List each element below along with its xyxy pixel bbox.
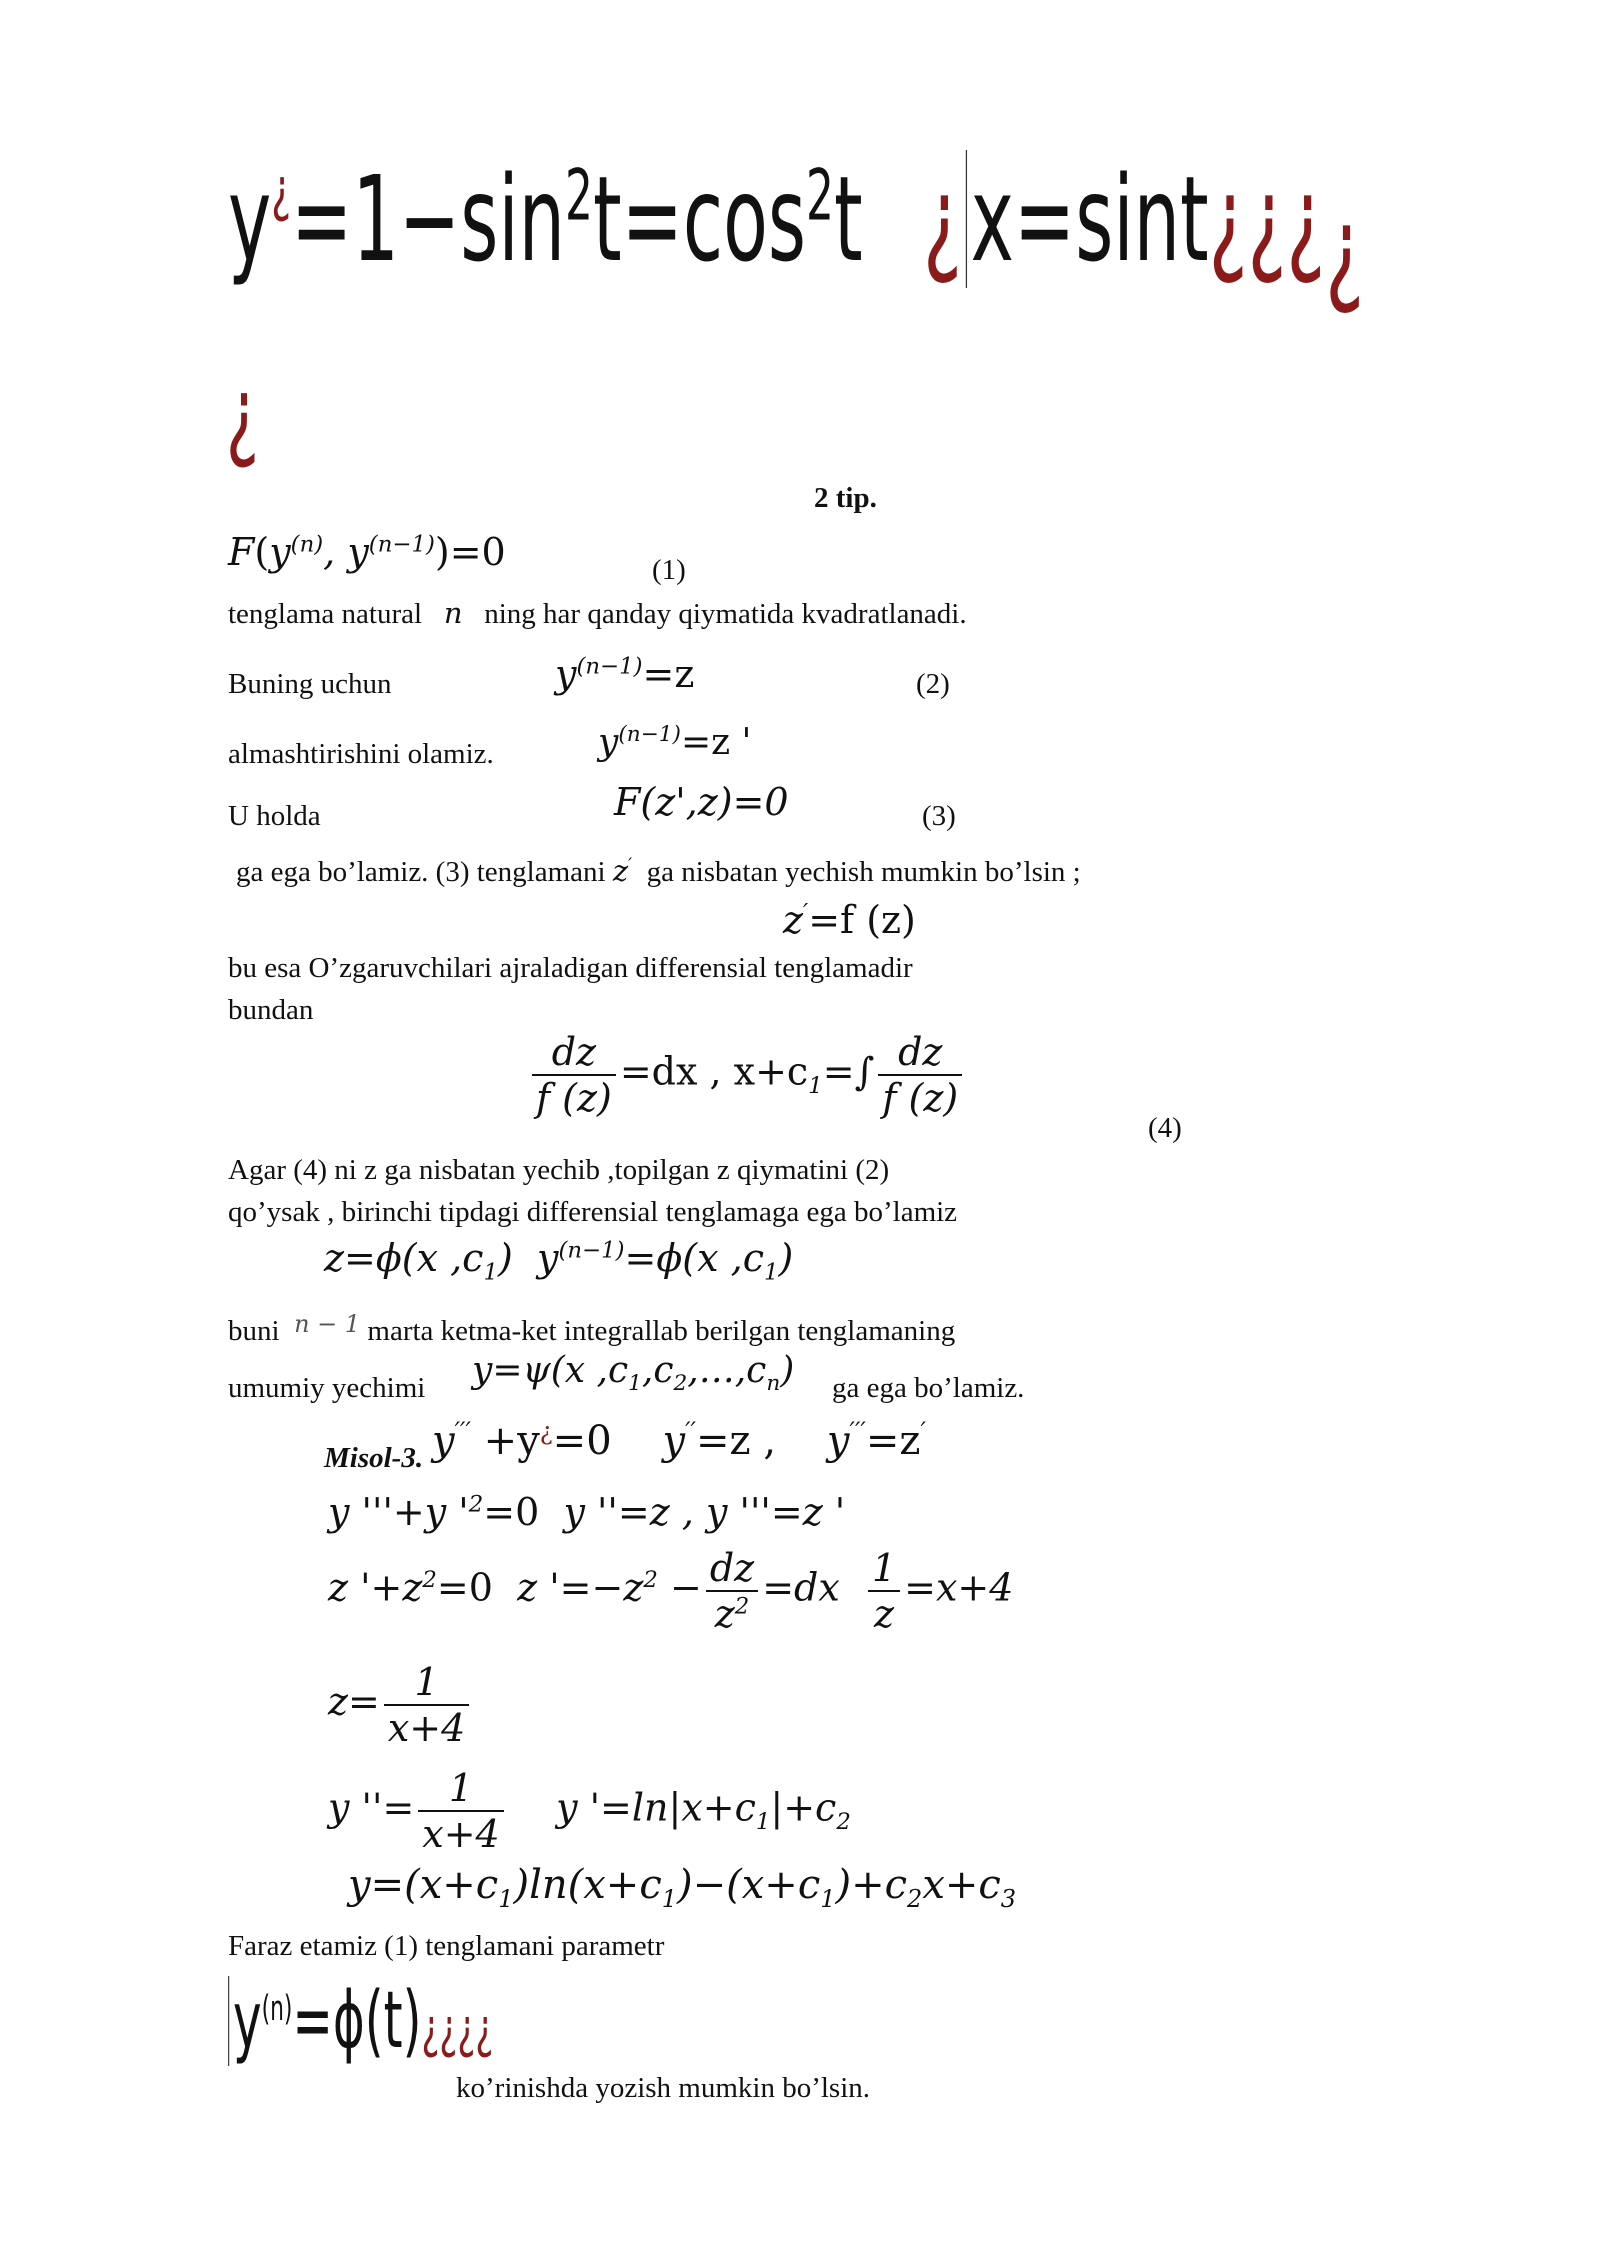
header-garbled: ¿¿¿: [1208, 150, 1326, 288]
line-2: y '''+y '$^2=0$ y ''=z , y '''=z ': [328, 1490, 846, 1534]
header-sq1: 2: [565, 153, 593, 237]
text-agar-2: qo’ysak , birinchi tipdagi differensial tenglamaga ega bo’lamiz: [228, 1196, 958, 1228]
equation-5: z=ϕ(x $,c_1$) $y^{(n-1)}=\phi(x$ $,c_1$): [324, 1236, 794, 1286]
misol-label: Misol-3.: [324, 1442, 424, 1474]
eq3-number: (3): [922, 800, 956, 832]
header-t: t: [833, 150, 863, 288]
inverted-question-mark: ¿: [271, 155, 292, 225]
text-uholda: U holda: [228, 800, 321, 832]
text-buni: buni $^{n - 1}$ marta ketma-ket integrallab berilgan tenglamaning: [228, 1310, 956, 1347]
text-ga-ega: ga ega bo’lamiz. (3) tenglamani z′ ga nisbatan yechish mumkin bo’lsin ;: [236, 854, 1081, 888]
header-line2-mark: ¿: [226, 355, 259, 472]
line-3: z '$+z^2=0$ z '$=-z^2$ − $\frac{dz}{z^2}$ =dx $\frac{1}{z}$ =x+4: [328, 1546, 1014, 1636]
text-almash: almashtirishini olamiz.: [228, 738, 494, 770]
header-mark3: ¿: [1325, 180, 1365, 318]
line-6: $y=(x+c_1)\ln(x+c_1)-(x+c_1)+c_2x+c_3$: [348, 1862, 1017, 1913]
equation-zprime: z′=f (z): [783, 898, 916, 942]
header-rhs1: =1−sin: [291, 150, 566, 288]
line-5: y ''= $\frac{1}{x+4}$ y '$=\ln|x+c_1|+c_2$: [328, 1766, 851, 1856]
equation-3: F(z',z)=0: [614, 780, 789, 824]
header-formula: [228, 150, 1365, 318]
equation-6: y=ψ(x $,c_1,c_2,\dots,c_n$): [472, 1350, 795, 1397]
header-t2: t: [1180, 150, 1209, 288]
equation-2b: $y^{(n-1)}=z$ ': [598, 722, 752, 763]
text-tenglama: tenglama natural n ning har qanday qiymatida kvadratlanadi.: [228, 596, 967, 630]
text-faraz: Faraz etamiz (1) tenglamani parametr: [228, 1930, 665, 1962]
header-sq2: 2: [806, 153, 834, 237]
eq4-number: (4): [1148, 1112, 1182, 1144]
eq2-number: (2): [916, 668, 950, 700]
text-umumiy: umumiy yechimi: [228, 1372, 426, 1404]
param-formula: $y^{(n)}=\phi(t)¿¿¿¿$: [228, 1982, 493, 2060]
misol-equation: y′′′ +y¿=0 y′′=z , y′′′=z′: [432, 1417, 926, 1464]
equation-4: $\frac{dz}{f (z)}$ =dx , $x+c_1=\int$ $\frac{dz}{f (z)}$: [528, 1030, 966, 1120]
eq1-number: (1): [652, 554, 686, 586]
section-heading: 2 tip.: [814, 482, 877, 514]
line-4: z= $\frac{1}{x+4}$: [328, 1660, 473, 1750]
header-y: y: [228, 150, 272, 288]
header-xeq: x=sin: [970, 150, 1181, 288]
text-korinish: ko’rinishda yozish mumkin bo’lsin.: [456, 2072, 871, 2104]
equation-2: $y^{(n-1)}=z$: [555, 652, 695, 696]
text-agar-1: Agar (4) ni z ga nisbatan yechib ,topilgan z qiymatini (2): [228, 1154, 890, 1186]
equation-1: $F(y^{(n)}$, $y^{(n-1)})=0$: [228, 530, 506, 574]
text-bundan: bundan: [228, 994, 314, 1026]
header-rhs2: t=cos: [592, 150, 807, 288]
header-mark2: ¿: [923, 150, 962, 288]
text-umumiy-rest: ga ega bo’lamiz.: [832, 1372, 1025, 1404]
text-bu-esa: bu esa O’zgaruvchilari ajraladigan differensial tenglamadir: [228, 952, 913, 984]
text-buning: Buning uchun: [228, 668, 392, 700]
